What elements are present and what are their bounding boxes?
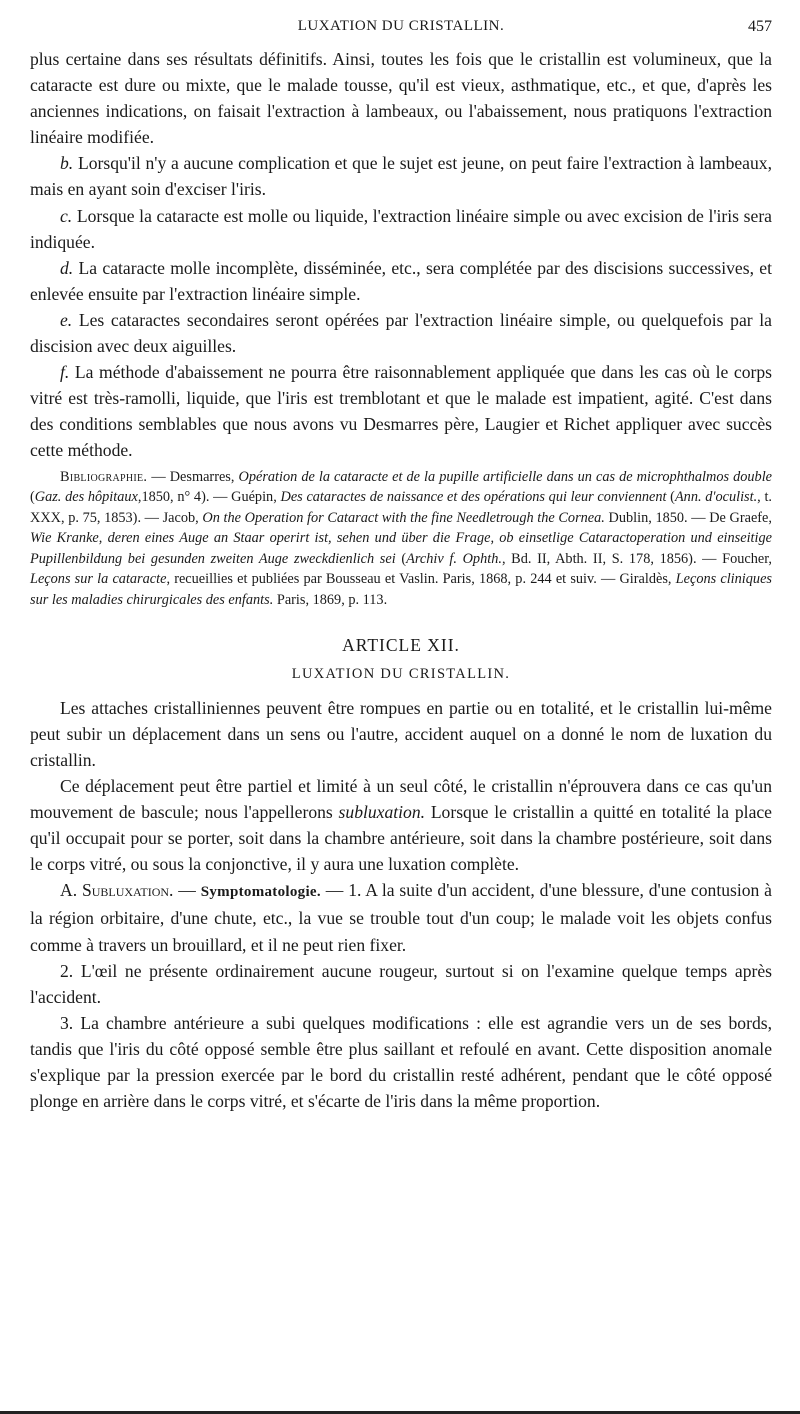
bib-seg: ,1850, n° 4). — Guépin, [137,489,281,506]
item-text: Lorsque la cataracte est molle ou liquide, l'extraction linéaire simple ou avec excision de l'iris sera indiquée. [30,205,772,252]
bib-title: Wie Kranke, deren eines Auge an Staar operirt ist, sehen und über die Frage, ob einsetlige Cataractoperation und einseitige Pupillenbildung bei gesunden zweiten Auge zweckdienlich sei [30,530,772,567]
body-text [30,46,772,1114]
bib-seg: ( [30,489,35,506]
point-2-paragraph: 2. L'œil ne présente ordinairement aucune rougeur, surtout si on l'examine quelque temps après l'accident. [30,960,772,1007]
list-item-d [30,255,772,307]
list-item-b [30,150,772,202]
bibliography-label: Bibliographie. [60,468,148,485]
article-definition-paragraph [30,773,772,877]
bib-seg: Paris, 1869, p. 113. [273,592,388,609]
article-heading: ARTICLE XII. [342,634,460,655]
paragraph-text: Ce déplacement peut être partiel et limité à un seul côté, le cristallin n'éprouvera dans ce cas qu'un mouvement de bascule; nous l'appellerons [30,775,772,823]
bib-seg: ( [395,550,407,567]
item-text: Les cataractes secondaires seront opérées par l'extraction linéaire simple, ou quelquefois par la discision avec deux aiguilles. [30,309,772,357]
item-text: La cataracte molle incomplète, disséminée, etc., sera complétée par des discisions successives, et enlevée ensuite par l'extraction linéaire simple. [30,257,772,304]
bib-seg: ( [666,489,675,506]
running-title: LUXATION DU CRISTALLIN. [297,18,505,34]
list-item-e [30,307,772,359]
item-label: d. [60,257,74,278]
bib-seg: , Bd. II, Abth. II, S. 178, 1856). — Foucher, [501,550,773,567]
section-dash: — [173,880,201,901]
bib-title: On the Operation for Cataract with the fine Needletrough the Cornea. [202,509,605,526]
bib-title: Archiv f. Ophth. [406,550,502,567]
bib-title: Des cataractes de naissance et des opérations qui leur conviennent [280,489,667,506]
bib-title: Leçons sur la cataracte [30,571,167,588]
item-label: b. [60,153,74,174]
bib-seg: — Desmarres, [151,468,239,485]
bibliography [30,467,772,611]
running-head [30,18,772,42]
bib-seg: , t. XXX, p. 75, 1853). — Jacob, [30,489,772,526]
item-label: c. [60,205,73,226]
section-a-title: Subluxation. [81,880,174,901]
continued-paragraph: plus certaine dans ses résultats définitifs. Ainsi, toutes les fois que le cristallin est volumineux, que la cataracte est dure ou mixte, que le malade tousse, qu'il est vieux, asthmatique, etc., et que, d'après les anciennes indications, on faisait l'extraction à lambeaux, ou l'abaissement, nous pratiquons l'extraction linéaire modifiée. [30,49,772,148]
symptomatology-heading: Symptomatologie. [200,884,321,901]
bib-title: Opération de la cataracte et de la pupille artificielle dans un cas de microphthalmos double [238,468,773,485]
item-text: La méthode d'abaissement ne pourra être raisonnablement appliquée que dans les cas où le corps vitré est très-ramolli, liquide, que l'iris est tremblotant et que le malade est impatient, agité. C'est dans des conditions semblables que nous avons vu Desmarres père, Laugier et Richet appliquer avec succès cette méthode. [30,362,773,461]
page-number: 457 [748,18,772,35]
bib-title: Gaz. des hôpitaux [34,489,138,506]
item-label: e. [60,309,73,330]
article-intro-paragraph: Les attaches cristalliniennes peuvent être rompues en partie ou en totalité, et le cristallin lui-même peut subir un déplacement dans un sens ou l'autre, accident auquel on a donné le nom de luxation du cristallin. [30,697,772,770]
paragraph-text: Lorsque le cristallin a quitté en totalité la place qu'il occupait pour se porter, soit dans la chambre antérieure, soit dans la chambre postérieure, soit dans le corps vitré, ou sous la conjonctive, il y aura une luxation complète. [30,802,772,875]
book-page [30,0,772,1414]
list-item-f [30,359,772,463]
item-label: f. [60,362,70,383]
article-subheading: LUXATION DU CRISTALLIN. [291,665,511,682]
paragraph-text: — 1. A la suite d'un accident, d'une blessure, d'une contusion à la région orbitaire, d'une chute, etc., la vue se trouble tout d'un coup; le malade voit les objets confus comme à travers un brouillard, et il ne peut rien fixer. [30,880,772,955]
term-subluxation: subluxation. [338,802,426,823]
section-a-paragraph [30,877,772,957]
bib-seg: Dublin, 1850. — De Graefe, [604,509,772,526]
list-item-c [30,203,772,255]
section-prefix: A. [60,880,82,901]
item-text: Lorsqu'il n'y a aucune complication et que le sujet est jeune, on peut faire l'extraction à lambeaux, mais en ayant soin d'exciser l'iris. [30,153,772,200]
bib-seg: , recueillies et publiées par Bousseau et Vaslin. Paris, 1868, p. 244 et suiv. — Giraldès, [166,571,676,588]
point-3-paragraph: 3. La chambre antérieure a subi quelques modifications : elle est agrandie vers un de ses bords, tandis que l'iris du côté opposé semble être plus saillant et refoulé en avant. Cette disposition anomale s'explique par la pression exercée par le bord du cristallin resté adhérent, pendant que le côté opposé plonge en arrière dans le corps vitré, et s'écarte de l'iris dans la même proportion. [30,1012,772,1112]
bib-title: Ann. d'oculist. [674,489,758,506]
bib-title: Leçons cliniques sur les maladies chirurgicales des enfants. [30,571,772,609]
